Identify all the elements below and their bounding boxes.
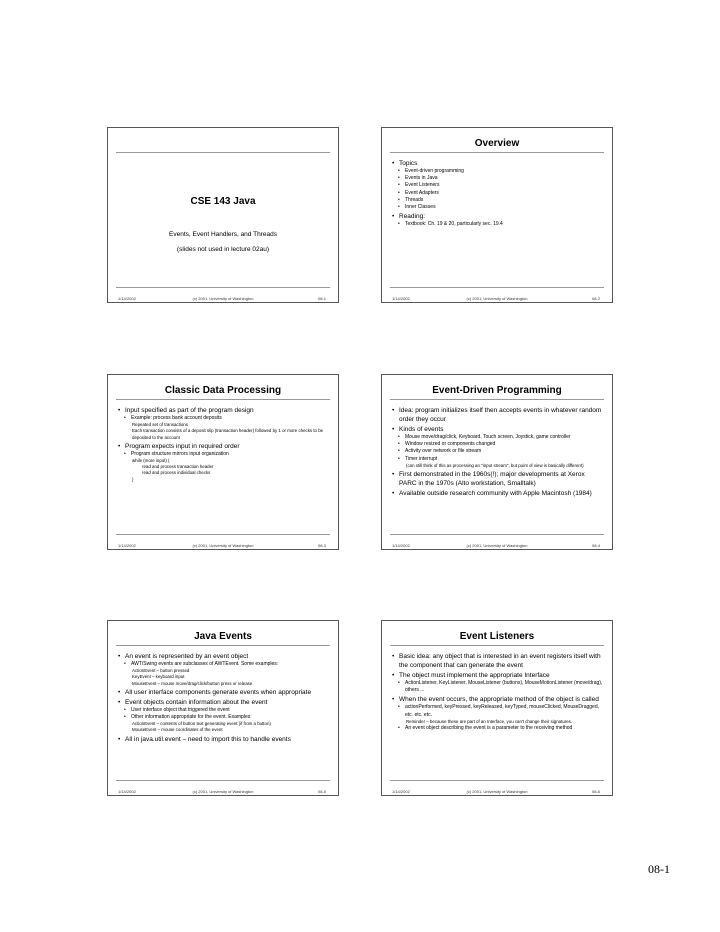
footer-rule xyxy=(116,534,330,535)
title-rule xyxy=(390,645,604,646)
bullet-item: read and process transaction header xyxy=(142,464,214,470)
bullet-item: • Events in Java xyxy=(392,175,604,182)
footer-copyright: (c) 2001, University of Washington xyxy=(192,296,254,301)
footer-rule xyxy=(390,287,604,288)
slide-1 xyxy=(107,127,339,303)
slide-4 xyxy=(381,374,613,550)
slide-title: Classic Data Processing xyxy=(164,385,282,396)
bullet-item: ActionEvent – button pressed xyxy=(132,668,190,674)
footer-copyright: (c) 2001, University of Washington xyxy=(192,543,254,548)
bullet-item: (can still think of this as processing an "input stream", but point of view is basically different) xyxy=(406,462,584,468)
footer-copyright: (c) 2001, University of Washington xyxy=(192,789,254,794)
slide-title: Event Listeners xyxy=(459,631,535,642)
bullet-item: • An event is represented by an event object xyxy=(118,652,330,661)
bullet-item: Each transaction consists of a deposit slip (transaction header) followed by 1 or more checks to be deposited to the account xyxy=(132,428,324,440)
bullet-item: • Program expects input in required order xyxy=(118,442,330,451)
bullet-item: • ActionListener, KeyListener, MouseListener (buttons), MouseMotionListener (move/drag), others ... xyxy=(392,680,604,694)
footer-rule xyxy=(116,287,330,288)
title-rule xyxy=(390,399,604,400)
slide-6 xyxy=(381,620,613,796)
bullet-item: • User interface object that triggered the event xyxy=(118,707,330,714)
bullet-item: • Event objects contain information about the event xyxy=(118,698,330,707)
cover-note: (slides not used in lecture 02au) xyxy=(176,246,270,253)
bullet-item: • Threads xyxy=(392,197,604,204)
bullet-item: • Kinds of events xyxy=(392,425,604,434)
page-number: 08-1 xyxy=(648,862,670,876)
bullet-item: while (more input) { xyxy=(132,458,170,464)
footer-date: 1/14/2002 xyxy=(392,296,410,301)
bullet-item: KeyEvent – keyboard input xyxy=(132,674,185,680)
footer-rule xyxy=(390,780,604,781)
bullet-item: • Window resized or components changed xyxy=(392,441,604,448)
bullet-item: • AWT/Swing events are subclasses of AWTEvent. Some examples: xyxy=(118,661,330,668)
title-rule xyxy=(116,645,330,646)
bullet-item: MouseEvent – mouse move/drag/click/button press or release xyxy=(132,680,253,686)
footer-slide-number: 08-5 xyxy=(317,789,326,794)
slide-3 xyxy=(107,374,339,550)
footer-date: 1/14/2002 xyxy=(392,543,410,548)
slide-body xyxy=(392,158,604,228)
footer-slide-number: 08-6 xyxy=(591,789,600,794)
bullet-item: MouseEvent – mouse coordinates of the event xyxy=(132,727,223,733)
bullet-item: • When the event occurs, the appropriate method of the object is called xyxy=(392,695,604,704)
bullet-item: } xyxy=(132,476,134,482)
title-rule xyxy=(390,152,604,153)
bullet-item: • Inner Classes xyxy=(392,204,604,211)
footer-copyright: (c) 2001, University of Washington xyxy=(466,543,528,548)
bullet-item: • All in java.util.event – need to import this to handle events xyxy=(118,735,330,744)
bullet-item: • An event object describing the event is a parameter to the receiving method xyxy=(392,725,604,732)
bullet-item: • First demonstrated in the 1960s(!); major developments at Xerox PARC in the 1970s (Alto workstation, Smalltalk) xyxy=(392,470,604,488)
bullet-item: Repeated set of transactions xyxy=(132,422,188,428)
bullet-item: • Mouse move/drag/click, Keyboard, Touch screen, Joystick, game controller xyxy=(392,434,604,441)
bullet-item: • Available outside research community with Apple Macintosh (1984) xyxy=(392,489,604,498)
bullet-item: • Other information appropriate for the event. Examples: xyxy=(118,714,330,721)
bullet-item: • Timer interrupt xyxy=(392,456,604,463)
bullet-item: • Idea: program initializes itself then accepts events in whatever random order they occur xyxy=(392,406,604,424)
bullet-item: • All user interface components generate events when appropriate xyxy=(118,688,330,697)
bullet-item: • Event Listeners xyxy=(392,182,604,189)
bullet-item: • The object must implement the appropriate Interface xyxy=(392,671,604,680)
footer-slide-number: 08-2 xyxy=(591,296,600,301)
footer-copyright: (c) 2001, University of Washington xyxy=(466,789,528,794)
title-rule xyxy=(116,399,330,400)
bullet-item: • Reading: xyxy=(392,212,604,221)
slide-2 xyxy=(381,127,613,303)
slide-title: Java Events xyxy=(194,631,252,642)
bullet-item: • actionPerformed, keyPressed, keyReleased, keyTyped, mouseClicked, MouseDragged, etc. etc. etc. xyxy=(392,704,604,718)
footer-slide-number: 08-1 xyxy=(317,296,326,301)
bullet-item: • Textbook: Ch. 19 & 20, particularly sec. 19.4 xyxy=(392,221,604,228)
cover-title: CSE 143 Java xyxy=(190,196,256,207)
slide-body xyxy=(118,651,330,744)
footer-date: 1/14/2002 xyxy=(392,789,410,794)
bullet-item: • Event-driven programming xyxy=(392,168,604,175)
cover-subtitle: Events, Event Handlers, and Threads xyxy=(169,231,277,238)
bullet-item: Reminder – because these are part of an Interface, you can't change their signatures. xyxy=(406,718,573,724)
slide-body xyxy=(392,651,604,732)
footer-rule xyxy=(390,534,604,535)
footer-slide-number: 08-4 xyxy=(591,543,600,548)
footer-date: 1/14/2002 xyxy=(118,543,136,548)
footer-date: 1/14/2002 xyxy=(118,789,136,794)
slide-title: Event-Driven Programming xyxy=(432,385,562,396)
bullet-item: • Topics xyxy=(392,159,604,168)
bullet-item: • Activity over network or file stream xyxy=(392,448,604,455)
bullet-item: read and process individual checks xyxy=(142,470,211,476)
slide-5 xyxy=(107,620,339,796)
footer-slide-number: 08-3 xyxy=(317,543,326,548)
bullet-item: • Input specified as part of the program design xyxy=(118,406,330,415)
slide-body xyxy=(118,405,330,483)
slide-title: Overview xyxy=(474,138,520,149)
bullet-item: • Event Adapters xyxy=(392,190,604,197)
bullet-item: • Example: process bank account deposits xyxy=(118,415,330,422)
bullet-item: • Basic idea: any object that is interested in an event registers itself with the component that can generate the event xyxy=(392,652,604,670)
bullet-item: • Program structure mirrors input organization xyxy=(118,451,330,458)
footer-date: 1/14/2002 xyxy=(118,296,136,301)
footer-copyright: (c) 2001, University of Washington xyxy=(466,296,528,301)
bullet-item: ActionEvent – contents of button text generating event (if from a button) xyxy=(132,721,271,727)
footer-rule xyxy=(116,780,330,781)
slide-body xyxy=(392,405,604,498)
title-rule xyxy=(116,152,330,153)
